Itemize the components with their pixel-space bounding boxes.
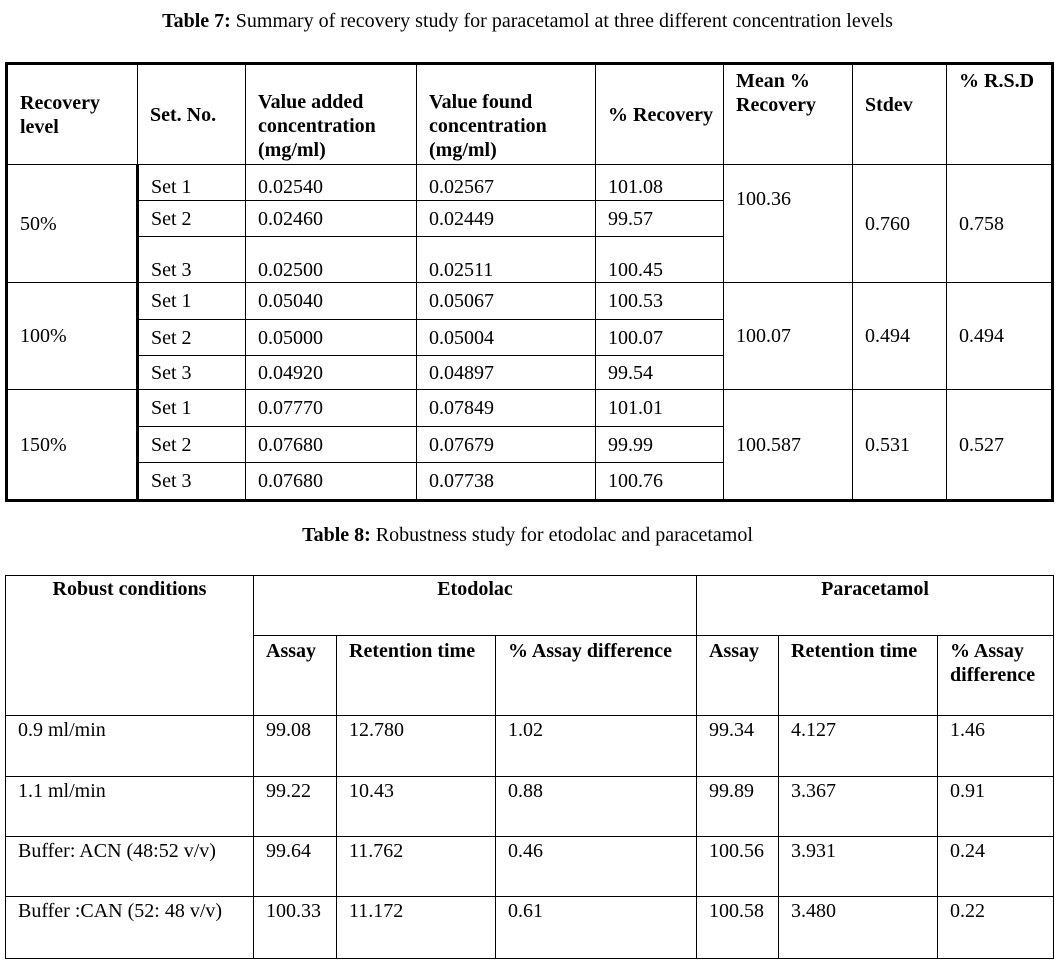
set-cell: Set 1 — [138, 165, 246, 201]
header-value-found: Value found concentration (mg/ml) — [417, 64, 596, 165]
found-cell: 0.05004 — [417, 320, 596, 356]
paracetamol-retention-cell: 3.480 — [779, 897, 938, 959]
header-etodolac-assay: Assay — [254, 636, 337, 716]
etodolac-retention-cell: 11.172 — [337, 897, 496, 959]
table8-caption-label: Table 8: — [302, 524, 371, 546]
etodolac-assay-cell: 100.33 — [254, 897, 337, 959]
header-percent-recovery: % Recovery — [596, 64, 724, 165]
recovery-cell: 100.53 — [596, 283, 724, 320]
etodolac-diff-cell: 0.46 — [496, 837, 697, 897]
header-recovery-level: Recovery level — [7, 64, 138, 165]
paracetamol-assay-cell: 99.89 — [697, 777, 779, 837]
header-etodolac: Etodolac — [254, 576, 697, 636]
set-cell: Set 3 — [138, 463, 246, 501]
found-cell: 0.07738 — [417, 463, 596, 501]
header-set-no: Set. No. — [138, 64, 246, 165]
added-cell: 0.02500 — [246, 237, 417, 283]
condition-cell: Buffer: ACN (48:52 v/v) — [6, 837, 254, 897]
found-cell: 0.05067 — [417, 283, 596, 320]
table7-caption-text: Summary of recovery study for paracetamol at three different concentration levels — [230, 10, 893, 32]
table-row — [6, 777, 1054, 837]
stdev-cell: 0.494 — [853, 283, 947, 390]
found-cell: 0.02511 — [417, 237, 596, 283]
stdev-cell: 0.760 — [853, 165, 947, 283]
etodolac-diff-cell: 0.88 — [496, 777, 697, 837]
header-etodolac-retention: Retention time — [337, 636, 496, 716]
header-paracetamol: Paracetamol — [697, 576, 1054, 636]
level-cell: 100% — [7, 283, 138, 390]
set-cell: Set 1 — [138, 283, 246, 320]
condition-cell: 1.1 ml/min — [6, 777, 254, 837]
recovery-cell: 100.07 — [596, 320, 724, 356]
table7-caption-label: Table 7: — [162, 10, 231, 32]
recovery-cell: 100.76 — [596, 463, 724, 501]
added-cell: 0.05040 — [246, 283, 417, 320]
recovery-cell: 99.57 — [596, 201, 724, 237]
added-cell: 0.07770 — [246, 390, 417, 427]
set-cell: Set 3 — [138, 356, 246, 390]
added-cell: 0.05000 — [246, 320, 417, 356]
mean-cell: 100.07 — [724, 283, 853, 390]
recovery-study-table — [5, 62, 1054, 502]
etodolac-retention-cell: 12.780 — [337, 716, 496, 777]
level-cell: 150% — [7, 390, 138, 501]
table-row — [6, 897, 1054, 959]
found-cell: 0.07679 — [417, 427, 596, 463]
mean-cell: 100.587 — [724, 390, 853, 501]
set-cell: Set 2 — [138, 427, 246, 463]
found-cell: 0.02567 — [417, 165, 596, 201]
recovery-cell: 99.54 — [596, 356, 724, 390]
set-cell: Set 1 — [138, 390, 246, 427]
table8-caption-text: Robustness study for etodolac and paracetamol — [370, 524, 753, 546]
table-row — [7, 165, 1053, 201]
header-paracetamol-retention: Retention time — [779, 636, 938, 716]
paracetamol-assay-cell: 99.34 — [697, 716, 779, 777]
etodolac-retention-cell: 10.43 — [337, 777, 496, 837]
added-cell: 0.02540 — [246, 165, 417, 201]
etodolac-assay-cell: 99.64 — [254, 837, 337, 897]
header-paracetamol-assay: Assay — [697, 636, 779, 716]
paracetamol-assay-cell: 100.56 — [697, 837, 779, 897]
header-paracetamol-assay-difference: % Assay difference — [938, 636, 1054, 716]
found-cell: 0.02449 — [417, 201, 596, 237]
recovery-cell: 101.01 — [596, 390, 724, 427]
paracetamol-diff-cell: 0.91 — [938, 777, 1054, 837]
set-cell: Set 2 — [138, 201, 246, 237]
set-cell: Set 3 — [138, 237, 246, 283]
table7-caption — [0, 10, 1055, 33]
rsd-cell: 0.494 — [947, 283, 1053, 390]
added-cell: 0.02460 — [246, 201, 417, 237]
robustness-study-table — [5, 575, 1054, 959]
paracetamol-diff-cell: 0.24 — [938, 837, 1054, 897]
etodolac-diff-cell: 0.61 — [496, 897, 697, 959]
paracetamol-diff-cell: 1.46 — [938, 716, 1054, 777]
header-rsd: % R.S.D — [947, 64, 1053, 165]
added-cell: 0.04920 — [246, 356, 417, 390]
set-cell: Set 2 — [138, 320, 246, 356]
table-row — [6, 837, 1054, 897]
paracetamol-retention-cell: 3.931 — [779, 837, 938, 897]
table-row — [6, 716, 1054, 777]
condition-cell: Buffer :CAN (52: 48 v/v) — [6, 897, 254, 959]
header-robust-conditions: Robust conditions — [6, 576, 254, 716]
condition-cell: 0.9 ml/min — [6, 716, 254, 777]
stdev-cell: 0.531 — [853, 390, 947, 501]
mean-cell: 100.36 — [724, 165, 853, 283]
table8-caption — [0, 524, 1055, 547]
header-value-added: Value added concentration (mg/ml) — [246, 64, 417, 165]
paracetamol-assay-cell: 100.58 — [697, 897, 779, 959]
rsd-cell: 0.758 — [947, 165, 1053, 283]
table-row — [7, 283, 1053, 320]
paracetamol-retention-cell: 3.367 — [779, 777, 938, 837]
recovery-cell: 99.99 — [596, 427, 724, 463]
etodolac-diff-cell: 1.02 — [496, 716, 697, 777]
found-cell: 0.07849 — [417, 390, 596, 427]
paracetamol-retention-cell: 4.127 — [779, 716, 938, 777]
etodolac-assay-cell: 99.22 — [254, 777, 337, 837]
recovery-cell: 100.45 — [596, 237, 724, 283]
header-etodolac-assay-difference: % Assay difference — [496, 636, 697, 716]
etodolac-assay-cell: 99.08 — [254, 716, 337, 777]
rsd-cell: 0.527 — [947, 390, 1053, 501]
etodolac-retention-cell: 11.762 — [337, 837, 496, 897]
paracetamol-diff-cell: 0.22 — [938, 897, 1054, 959]
level-cell: 50% — [7, 165, 138, 283]
added-cell: 0.07680 — [246, 427, 417, 463]
found-cell: 0.04897 — [417, 356, 596, 390]
header-stdev: Stdev — [853, 64, 947, 165]
added-cell: 0.07680 — [246, 463, 417, 501]
header-mean-recovery: Mean % Recovery — [724, 64, 853, 165]
recovery-cell: 101.08 — [596, 165, 724, 201]
table-row — [7, 390, 1053, 427]
